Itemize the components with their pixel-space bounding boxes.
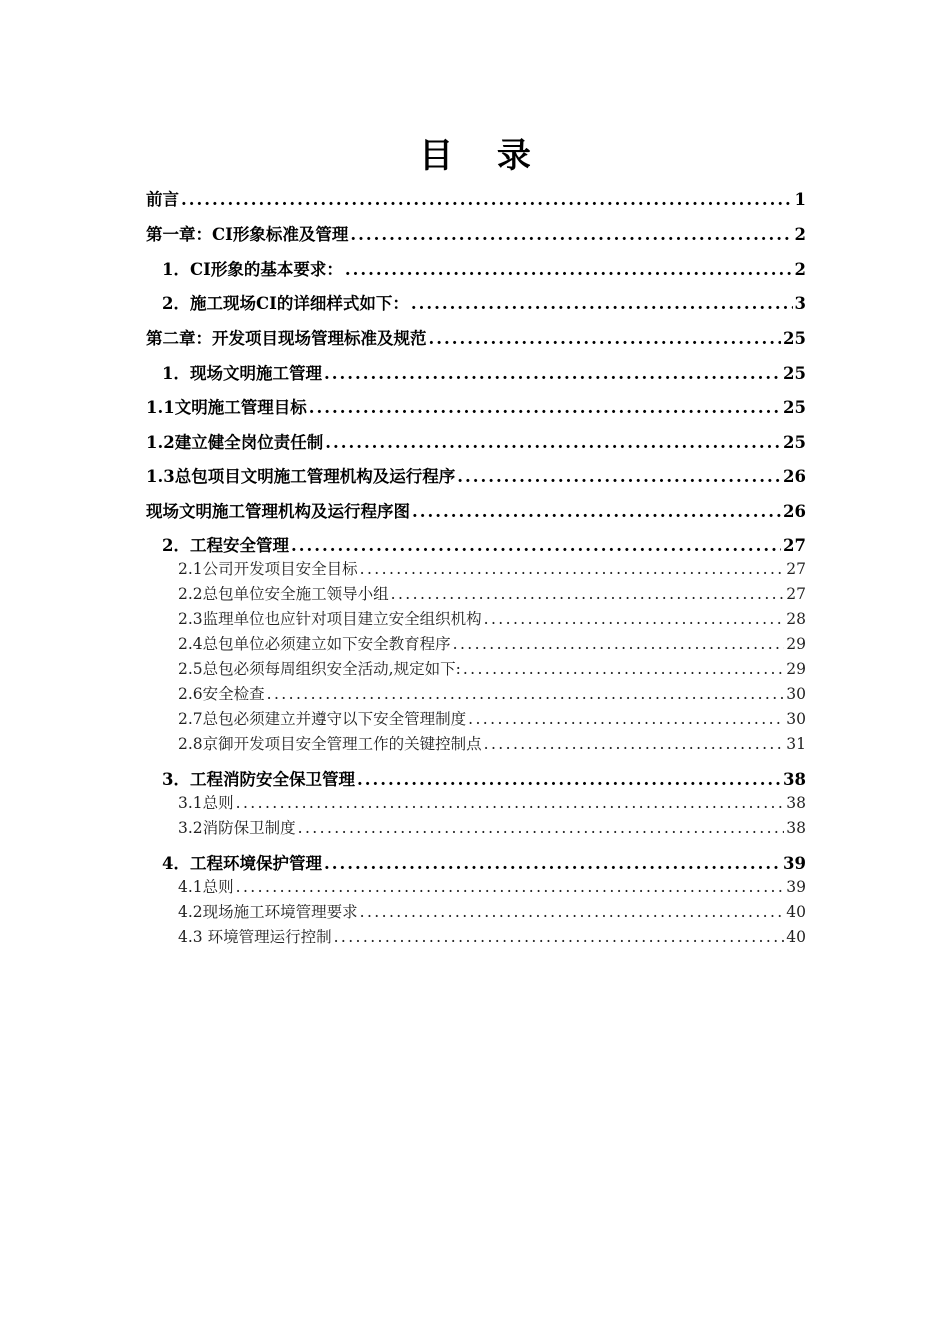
toc-entry-page: 1: [794, 190, 806, 209]
toc-entry-label: 2.7总包必须建立并遵守以下安全管理制度: [178, 710, 467, 728]
toc-entry-label: 前言: [146, 190, 179, 209]
toc-entry-page: 27: [783, 536, 806, 555]
toc-entry-page: 29: [786, 635, 806, 653]
toc-entry-2-2-4[interactable]: [178, 632, 806, 654]
toc-entry-page: 26: [783, 502, 806, 521]
toc-entry-label: 3．工程消防安全保卫管理: [162, 770, 355, 789]
toc-entry-2-4-3[interactable]: [178, 925, 806, 947]
toc-entry-page: 40: [786, 928, 806, 946]
toc-entry-label: 3.2消防保卫制度: [178, 819, 296, 837]
toc-entry-page: 2: [794, 260, 806, 279]
toc-entry-2-3[interactable]: [162, 766, 806, 790]
toc-entry-org-chart[interactable]: [146, 498, 806, 522]
toc-entry-label: 1.2建立健全岗位责任制: [146, 433, 324, 452]
toc-entry-page: 30: [786, 710, 806, 728]
toc-entry-page: 27: [786, 585, 806, 603]
toc-entry-label: 2.2总包单位安全施工领导小组: [178, 585, 389, 603]
toc-entry-page: 30: [786, 685, 806, 703]
toc-entry-label: 1．现场文明施工管理: [162, 364, 322, 383]
toc-entry-label: 2.5总包必须每周组织安全活动,规定如下:: [178, 660, 461, 678]
toc-entry-chapter-2[interactable]: [146, 325, 806, 349]
toc-entry-label: 2．施工现场CI的详细样式如下：: [162, 294, 409, 313]
toc-entry-label: 4.1总则: [178, 878, 234, 896]
toc-entry-page: 3: [794, 294, 806, 313]
toc-entry-2-2-6[interactable]: [178, 682, 806, 704]
toc-entry-page: 26: [783, 467, 806, 486]
toc-entry-2-2-5[interactable]: [178, 657, 806, 679]
toc-entry-label: 4．工程环境保护管理: [162, 854, 322, 873]
toc-entry-page: 29: [786, 660, 806, 678]
toc-entry-2-1[interactable]: [162, 360, 806, 384]
toc-entry-label: 4.2现场施工环境管理要求: [178, 903, 358, 921]
toc-entry-label: 2.4总包单位必须建立如下安全教育程序: [178, 635, 451, 653]
toc-entry-page: 31: [786, 735, 806, 753]
toc-entry-2-4-1[interactable]: [178, 875, 806, 897]
toc-entry-1-3-org[interactable]: [146, 463, 806, 487]
toc-entry-1-2[interactable]: [162, 290, 806, 314]
toc-entry-page: 38: [786, 819, 806, 837]
toc-entry-2-4[interactable]: [162, 850, 806, 874]
toc-entry-label: 2.6安全检查: [178, 685, 265, 703]
toc-entry-page: 25: [783, 398, 806, 417]
toc-entry-page: 25: [783, 329, 806, 348]
toc-entry-label: 2．工程安全管理: [162, 536, 289, 555]
toc-entry-label: 1．CI形象的基本要求：: [162, 260, 343, 279]
toc-entry-1-1[interactable]: [162, 256, 806, 280]
toc-entry-label: 现场文明施工管理机构及运行程序图: [146, 502, 410, 521]
toc-entry-2-2-8[interactable]: [178, 732, 806, 754]
toc-entry-label: 1.3总包项目文明施工管理机构及运行程序: [146, 467, 456, 486]
toc-entry-page: 40: [786, 903, 806, 921]
toc-entry-2-2-2[interactable]: [178, 582, 806, 604]
toc-entry-label: 1.1文明施工管理目标: [146, 398, 307, 417]
toc-entry-2-2[interactable]: [162, 532, 806, 556]
toc-entry-page: 39: [786, 878, 806, 896]
toc-entry-2-3-2[interactable]: [178, 816, 806, 838]
toc-entry-page: 27: [786, 560, 806, 578]
toc-entry-label: 3.1总则: [178, 794, 234, 812]
toc-entry-page: 38: [783, 770, 806, 789]
toc-entry-label: 第一章：CI形象标准及管理: [146, 225, 349, 244]
toc-entry-page: 25: [783, 433, 806, 452]
toc-entry-page: 2: [794, 225, 806, 244]
toc-entry-page: 25: [783, 364, 806, 383]
toc-entry-2-2-7[interactable]: [178, 707, 806, 729]
toc-entry-2-3-1[interactable]: [178, 791, 806, 813]
toc-entry-page: 28: [786, 610, 806, 628]
toc-entry-1-1-goal[interactable]: [146, 394, 806, 418]
toc-entry-1-2-duty[interactable]: [146, 429, 806, 453]
toc-entry-label: 2.8京御开发项目安全管理工作的关键控制点: [178, 735, 482, 753]
toc-entry-2-2-3[interactable]: [178, 607, 806, 629]
toc-entry-label: 2.1公司开发项目安全目标: [178, 560, 358, 578]
toc-entry-2-4-2[interactable]: [178, 900, 806, 922]
toc-entry-label: 第二章：开发项目现场管理标准及规范: [146, 329, 427, 348]
toc-entry-preface[interactable]: [146, 186, 806, 210]
toc-entry-2-2-1[interactable]: [178, 557, 806, 579]
toc-title: 目 录: [419, 136, 547, 176]
toc-entry-label: 2.3监理单位也应针对项目建立安全组织机构: [178, 610, 482, 628]
toc-entry-page: 38: [786, 794, 806, 812]
toc-entry-page: 39: [783, 854, 806, 873]
toc-entry-chapter-1[interactable]: [146, 221, 806, 245]
toc-entry-label: 4.3 环境管理运行控制: [178, 928, 332, 946]
